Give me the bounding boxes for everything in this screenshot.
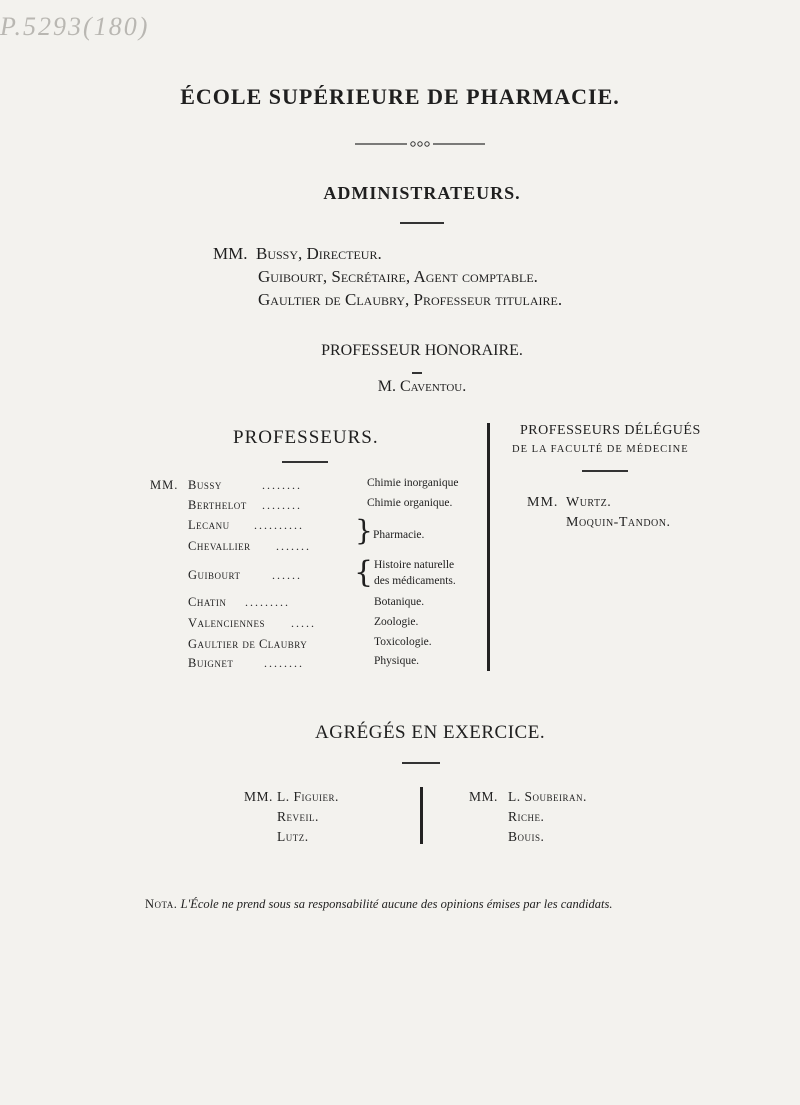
administrator-entry: Bussy, Directeur. bbox=[256, 244, 382, 263]
dot-leader: ....... bbox=[276, 539, 311, 553]
administrators-prefix: MM. bbox=[213, 244, 248, 263]
agreges-divider bbox=[420, 787, 423, 844]
honorary-heading: PROFESSEUR HONORAIRE. bbox=[321, 342, 523, 359]
subject: Pharmacie. bbox=[373, 529, 425, 541]
professor-name: Buignet bbox=[188, 656, 234, 670]
administrators-rule bbox=[400, 222, 444, 224]
subject: Chimie inorganique bbox=[367, 477, 459, 489]
administrator-entry: Gaultier de Claubry, Professeur titulaire. bbox=[258, 290, 563, 309]
dot-leader: ..... bbox=[291, 616, 316, 630]
professors-heading: PROFESSEURS. bbox=[233, 427, 379, 448]
delegate-entry: Moquin-Tandon. bbox=[566, 515, 671, 530]
professor-name: Lecanu bbox=[188, 518, 230, 532]
nota-note bbox=[145, 893, 705, 915]
honorary-rule bbox=[412, 372, 422, 374]
professor-name: Chatin bbox=[188, 595, 227, 609]
agreges-left-prefix: MM. bbox=[244, 789, 273, 804]
dot-leader: ........ bbox=[262, 478, 302, 492]
subject: Physique. bbox=[374, 655, 420, 667]
professor-name: Bussy bbox=[188, 478, 222, 492]
professor-name: Berthelot bbox=[188, 498, 247, 512]
administrators-heading: ADMINISTRATEURS. bbox=[323, 183, 521, 203]
delegates-subheading: DE LA FACULTÉ DE MÉDECINE bbox=[512, 444, 689, 455]
agreges-heading: AGRÉGÉS EN EXERCICE. bbox=[315, 722, 546, 743]
agreges-rule bbox=[402, 762, 440, 764]
agrege-entry: Lutz. bbox=[277, 829, 309, 844]
administrator-entry: Guibourt, Secrétaire, Agent comptable. bbox=[258, 267, 538, 286]
professors-rule bbox=[282, 461, 328, 463]
dot-leader: ........ bbox=[262, 498, 302, 512]
brace: } bbox=[355, 514, 373, 547]
subject: Zoologie. bbox=[374, 616, 419, 628]
column-divider bbox=[487, 423, 490, 671]
agrege-entry: Reveil. bbox=[277, 809, 319, 824]
page-title: ÉCOLE SUPÉRIEURE DE PHARMACIE. bbox=[180, 84, 620, 109]
agrege-entry: Bouis. bbox=[508, 829, 545, 844]
nota-label: Nota. bbox=[145, 897, 178, 911]
subject: des médicaments. bbox=[374, 575, 456, 587]
brace: { bbox=[354, 555, 374, 590]
delegates-heading: PROFESSEURS DÉLÉGUÉS bbox=[520, 423, 701, 438]
dot-leader: ........ bbox=[264, 656, 304, 670]
professors-prefix: MM. bbox=[150, 478, 179, 492]
title-ornament bbox=[355, 140, 485, 148]
agrege-entry: L. Soubeiran. bbox=[508, 789, 587, 804]
subject: Chimie organique. bbox=[367, 497, 453, 509]
nota-text: L'École ne prend sous sa responsabilité aucune des opinions émises par les candidats. bbox=[180, 897, 613, 911]
delegate-entry: Wurtz. bbox=[566, 495, 612, 510]
agrege-entry: Riche. bbox=[508, 809, 545, 824]
professor-name: Chevallier bbox=[188, 539, 251, 553]
agreges-right-prefix: MM. bbox=[469, 789, 498, 804]
subject: Toxicologie. bbox=[374, 636, 432, 648]
subject: Botanique. bbox=[374, 596, 425, 608]
professor-name: Valenciennes bbox=[188, 616, 266, 630]
professor-name: Gaultier de Claubry bbox=[188, 637, 308, 651]
agrege-entry: L. Figuier. bbox=[277, 789, 339, 804]
dot-leader: ...... bbox=[272, 568, 302, 582]
dot-leader: ......... bbox=[245, 595, 290, 609]
delegates-prefix: MM. bbox=[527, 495, 559, 510]
handwritten-note: P.5293(180) bbox=[0, 12, 150, 41]
dot-leader: .......... bbox=[254, 518, 304, 532]
professor-name: Guibourt bbox=[188, 568, 241, 582]
honorary-member: M. Caventou. bbox=[377, 378, 467, 395]
subject: Histoire naturelle bbox=[374, 559, 455, 571]
delegates-rule bbox=[582, 470, 628, 472]
